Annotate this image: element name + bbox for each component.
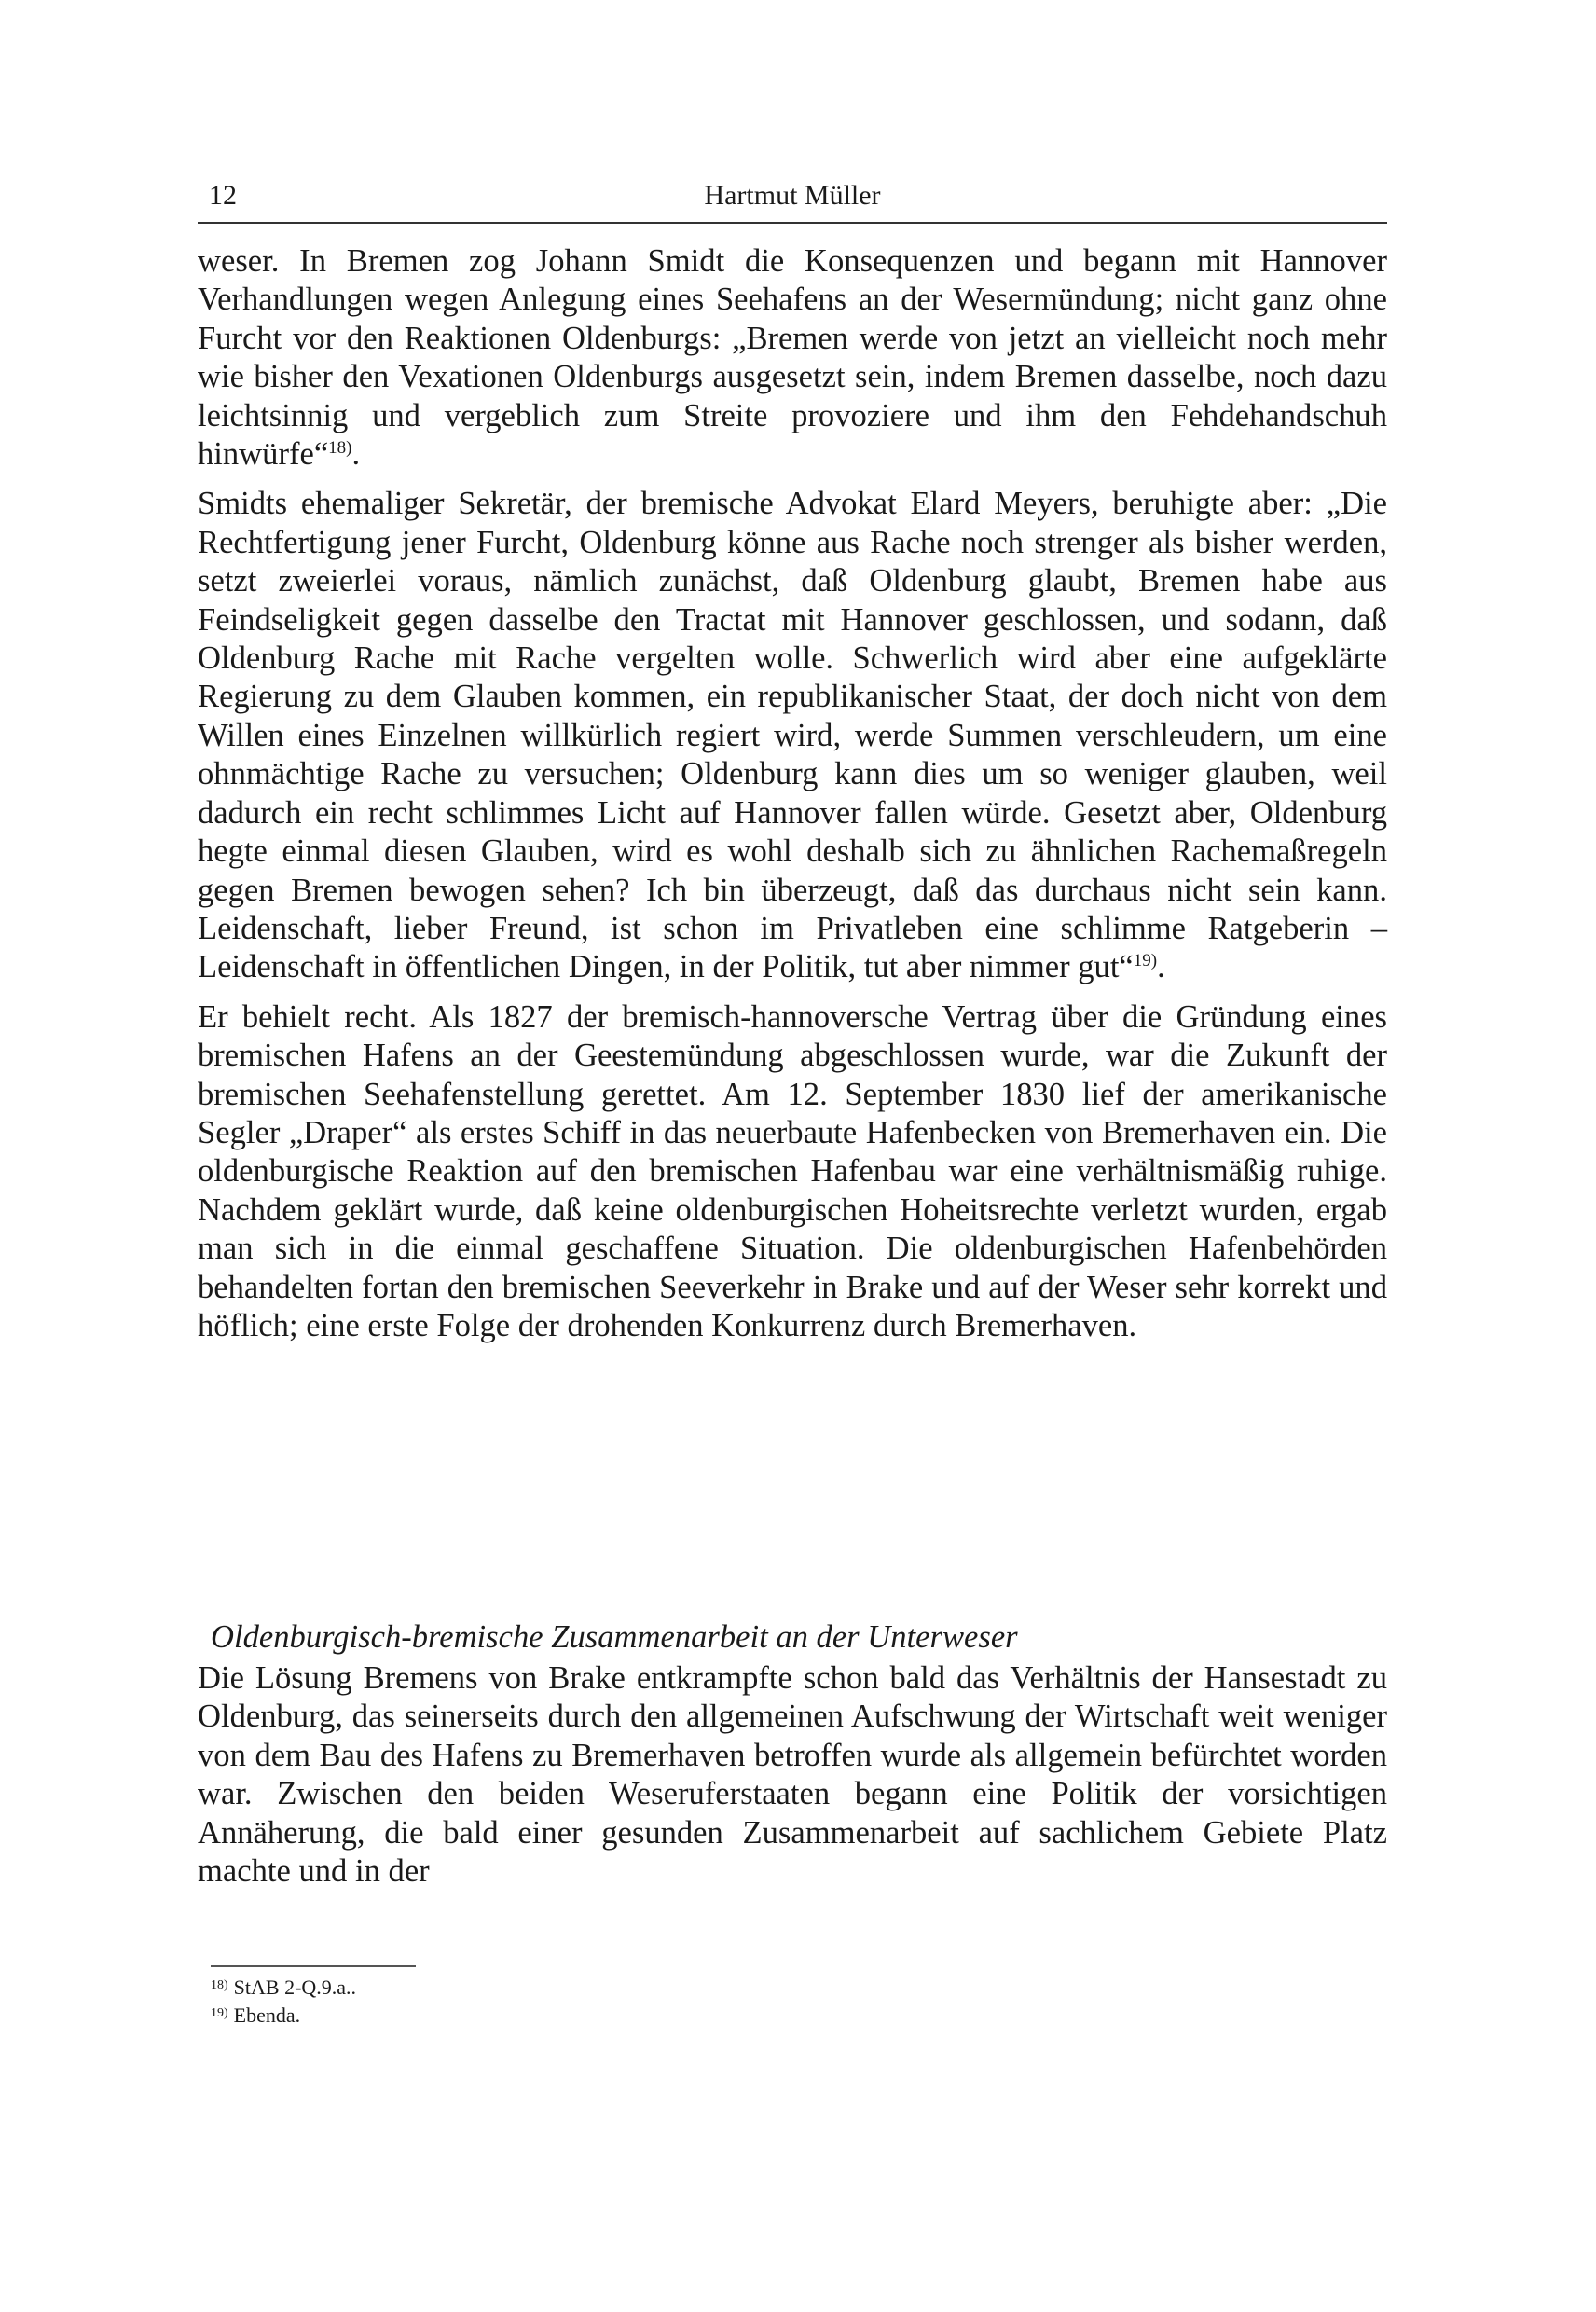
paragraph-1-end: . [351, 436, 361, 473]
footnote-rule [211, 1965, 416, 1967]
footnote-marker: 18) [211, 1978, 228, 1992]
section-body [198, 1659, 1387, 1891]
footnote-ref-18: 18) [328, 438, 352, 459]
paragraph-2-end: . [1157, 949, 1165, 985]
paragraph-2-text: Smidts ehemaliger Sekretär, der bremische Advokat Elard Meyers, beruhigte aber: „Die Rechtfertigung jener Furcht, Oldenburg könne aus Rache noch strenger als bisher werden, setzt zweierlei voraus, nämlich zunächst, daß Oldenburg glaubt, Bremen habe aus Feindseligkeit gegen dasselbe den Tractat mit Hannover geschlossen, und sodann, daß Oldenburg Rache mit Rache vergelten wolle. Schwerlich wird aber eine aufgeklärte Regierung zu dem Glauben kommen, ein republikanischer Staat, der doch nicht von dem Willen eines Einzelnen willkürlich regiert wird, werde Summen verschleudern, um eine ohnmächtige Rache zu versuchen; Oldenburg kann dies um so weniger glauben, weil dadurch ein recht schlimmes Licht auf Hannover fallen würde. Gesetzt aber, Oldenburg hegte einmal diesen Glauben, wird es wohl deshalb sich zu ähnlichen Rachemaßregeln gegen Bremen bewogen sehen? Ich bin überzeugt, daß das durchaus nicht sein kann. Leidenschaft, lieber Freund, ist schon im Privatleben eine schlimme Ratgeberin – Leidenschaft in öffentlichen Dingen, in der Politik, tut aber nimmer gut“ [198, 486, 1387, 985]
paragraph-4: Die Lösung Bremens von Brake entkrampfte schon bald das Verhältnis der Hansestadt zu Oldenburg, das seinerseits durch den allgemeinen Aufschwung der Wirtschaft weit weniger von dem Bau des Hafens zu Bremerhaven betroffen wurde als allgemein befürchtet worden war. Zwischen den beiden Weseruferstaaten begann eine Politik der vorsichtigen Annäherung, die bald einer gesunden Zusammenarbeit auf sachlichem Gebiete Platz machte und in der [198, 1660, 1387, 1890]
footnote-ref-19: 19) [1133, 951, 1158, 971]
paragraph-1 [198, 242, 1387, 474]
footnotes [211, 1973, 956, 2029]
body-text [198, 242, 1387, 1345]
footnote-text: StAB 2-Q.9.a.. [233, 1975, 357, 1999]
footnote-18 [211, 1973, 956, 2001]
footnote-19 [211, 2001, 956, 2029]
paragraph-3: Er behielt recht. Als 1827 der bremisch-hannoversche Vertrag über die Gründung eines bremischen Hafens an der Geestemündung abgeschlossen wurde, war die Zukunft der bremischen Seehafenstellung gerettet. Am 12. September 1830 lief der amerikanische Segler „Draper“ als erstes Schiff in das neuerbaute Hafenbecken von Bremerhaven ein. Die oldenburgische Reaktion auf den bremischen Hafenbau war eine verhältnismäßig ruhige. Nachdem geklärt wurde, daß keine oldenburgischen Hoheitsrechte verletzt wurden, ergab man sich in die einmal geschaffene Situation. Die oldenburgischen Hafenbehörden behandelten fortan den bremischen Seeverkehr in Brake und auf der Weser sehr korrekt und höflich; eine erste Folge der drohenden Konkurrenz durch Bremerhaven. [198, 998, 1387, 1343]
page-header [198, 175, 1387, 216]
paragraph-1-text: weser. In Bremen zog Johann Smidt die Konsequenzen und begann mit Hannover Verhandlungen wegen Anlegung eines Seehafens an der Wesermündung; nicht ganz ohne Furcht vor den Reaktionen Oldenburgs: „Bremen werde von jetzt an vielleicht noch mehr wie bisher den Vexationen Oldenburgs ausgesetzt sein, indem Bremen dasselbe, noch dazu leichtsinnig und vergeblich zum Streite provoziere und ihm den Fehdehandschuh hinwürfe“ [198, 243, 1387, 473]
header-rule [198, 222, 1387, 224]
paragraph-2 [198, 485, 1387, 986]
section-heading: Oldenburgisch-bremische Zusammenarbeit an der Unterweser [211, 1619, 1018, 1655]
page-number: 12 [209, 180, 237, 211]
footnote-text: Ebenda. [233, 2003, 301, 2027]
running-head: Hartmut Müller [704, 180, 881, 211]
footnote-marker: 19) [211, 2006, 228, 2020]
